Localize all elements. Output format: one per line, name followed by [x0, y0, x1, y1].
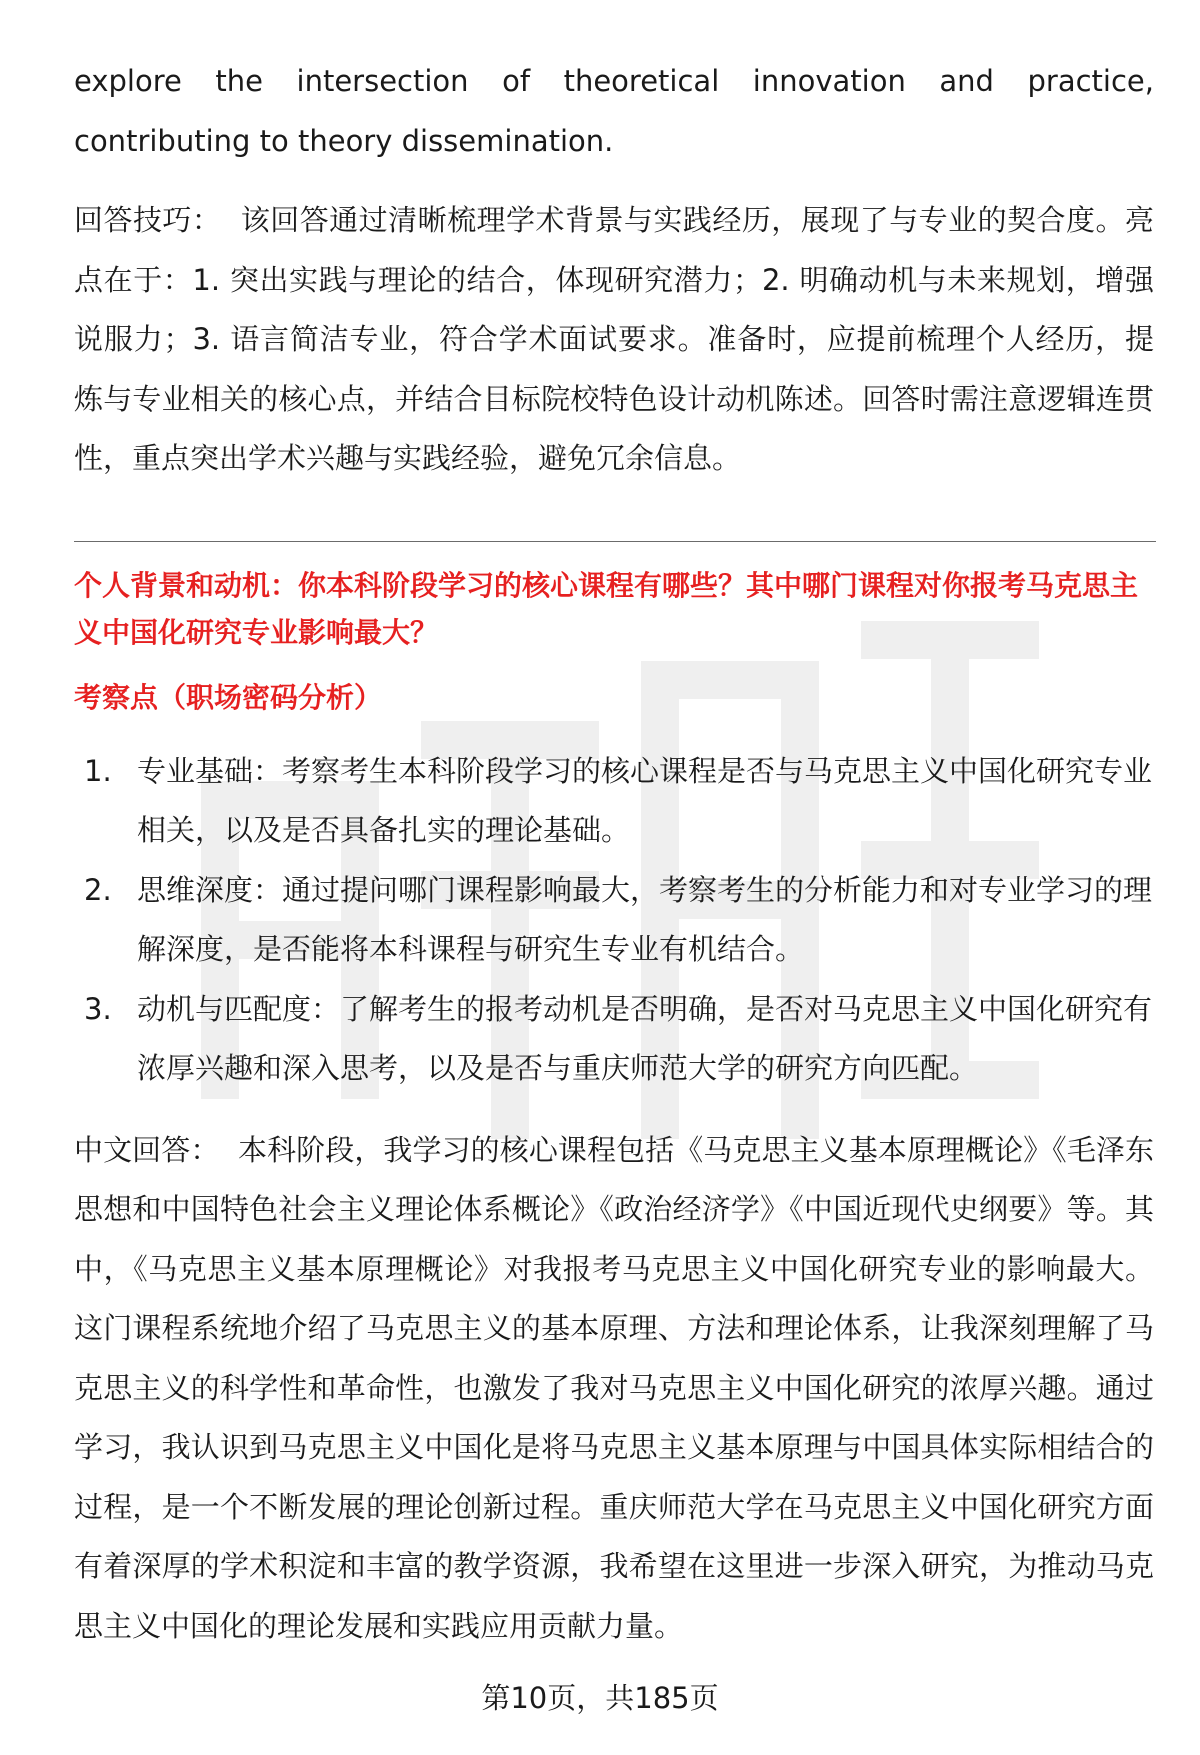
focus-points-list [74, 742, 1154, 1099]
list-item [84, 980, 1154, 1099]
section-divider [74, 541, 1156, 542]
question-title: 个人背景和动机：你本科阶段学习的核心课程有哪些？其中哪门课程对你报考马克思主义中国化研究专业影响最大？ [74, 568, 1139, 649]
list-item-text: 专业基础：考察考生本科阶段学习的核心课程是否与马克思主义中国化研究专业相关，以及是否具备扎实的理论基础。 [137, 753, 1153, 847]
list-item-text: 思维深度：通过提问哪门课程影响最大，考察考生的分析能力和对专业学习的理解深度，是否能将本科课程与研究生专业有机结合。 [137, 872, 1153, 966]
page-number-footer: 第10页，共185页 [481, 1681, 719, 1715]
main-content [74, 52, 1154, 1656]
list-item-number: 2. [84, 872, 112, 907]
list-item [84, 742, 1154, 861]
answer-text: 本科阶段，我学习的核心课程包括《马克思主义基本原理概论》《毛泽东思想和中国特色社会主义理论体系概论》《政治经济学》《中国近现代史纲要》等。其中，《马克思主义基本原理概论》对我报考马克思主义中国化研究专业的影响最大。这门课程系统地介绍了马克思主义的基本原理、方法和理论体系，让我深刻理解了马克思主义的科学性和革命性，也激发了我对马克思主义中国化研究的浓厚兴趣。通过学习，我认识到马克思主义中国化是将马克思主义基本原理与中国具体实际相结合的过程，是一个不断发展的理论创新过程。重庆师范大学在马克思主义中国化研究方面有着深厚的学术积淀和丰富的教学资源，我希望在这里进一步深入研究，为推动马克思主义中国化的理论发展和实践应用贡献力量。 [74, 1132, 1154, 1643]
tips-paragraph [74, 191, 1154, 489]
list-item-number: 3. [84, 991, 112, 1026]
tips-text: 该回答通过清晰梳理学术背景与实践经历，展现了与专业的契合度。亮点在于：1. 突出实践与理论的结合，体现研究潜力；2. 明确动机与未来规划，增强说服力；3. 语言简洁专业，符合学术面试要求。准备时，应提前梳理个人经历，提炼与专业相关的核心点，并结合目标院校特色设计动机陈述。回答时需注意逻辑连贯性，重点突出学术兴趣与实践经验，避免冗余信息。 [74, 203, 1154, 475]
answer-label: 中文回答： [74, 1132, 220, 1167]
answer-paragraph [74, 1121, 1154, 1657]
list-item-number: 1. [84, 753, 112, 788]
tips-label: 回答技巧： [74, 203, 222, 237]
list-item-text: 动机与匹配度：了解考生的报考动机是否明确，是否对马克思主义中国化研究有浓厚兴趣和深入思考，以及是否与重庆师范大学的研究方向匹配。 [137, 991, 1153, 1085]
list-item [84, 861, 1154, 980]
intro-paragraph: explore the intersection of theoretical innovation and practice, contributing to theory dissemination. [74, 64, 1154, 158]
focus-title: 考察点（职场密码分析） [74, 680, 383, 714]
